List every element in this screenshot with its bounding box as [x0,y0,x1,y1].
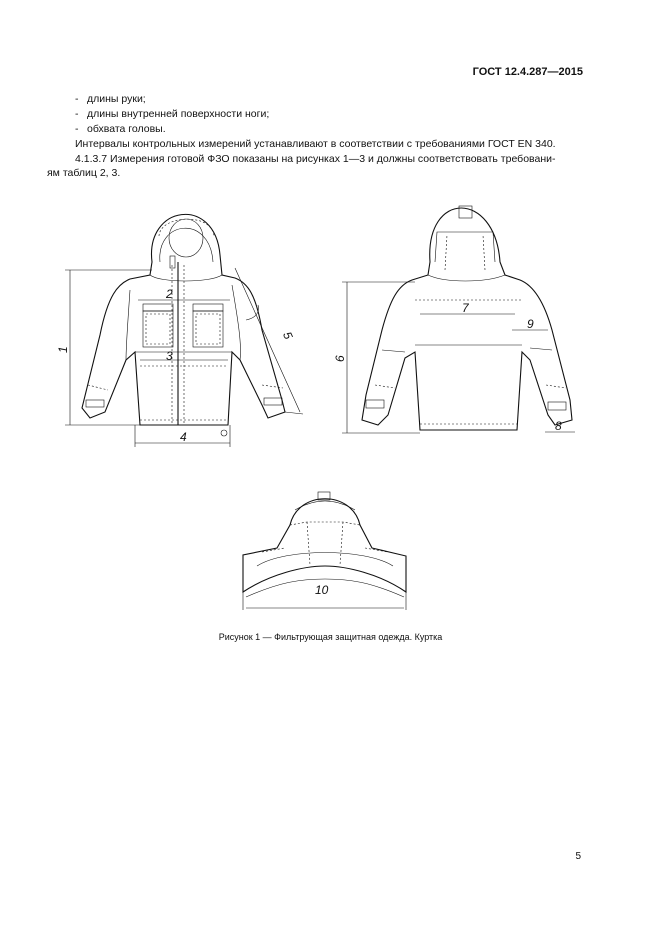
measure-label-6: 6 [333,355,347,362]
measure-label-9: 9 [527,317,534,331]
measure-label-10: 10 [315,583,329,597]
page-number: 5 [575,851,581,862]
paragraph: 4.1.3.7 Измерения готовой ФЗО показаны на рисунках 1—3 и должны соответствовать требовани- [75,153,556,165]
standard-header: ГОСТ 12.4.287—2015 [472,66,583,78]
measure-label-2: 2 [166,287,173,301]
bullet-item: - длины внутренней поверхности ноги; [75,108,270,120]
bullet-item: - обхвата головы. [75,123,166,135]
measure-label-5: 5 [279,329,296,342]
figure-caption: Рисунок 1 — Фильтрующая защитная одежда. Куртка [218,632,443,642]
measure-label-3: 3 [166,349,173,363]
measure-label-4: 4 [180,430,187,444]
jacket-front-drawing [82,214,285,436]
paragraph-continuation: ям таблиц 2, 3. [47,167,121,179]
measure-label-1: 1 [56,346,70,353]
measure-label-8: 8 [555,419,562,433]
jacket-back-drawing [362,206,572,430]
hood-top-drawing [243,492,406,592]
paragraph: Интервалы контрольных измерений устанавливают в соответствии с требованиями ГОСТ EN 340. [75,138,556,150]
back-dimensions [342,282,575,433]
measure-label-7: 7 [462,301,469,315]
bullet-item: - длины руки; [75,93,146,105]
